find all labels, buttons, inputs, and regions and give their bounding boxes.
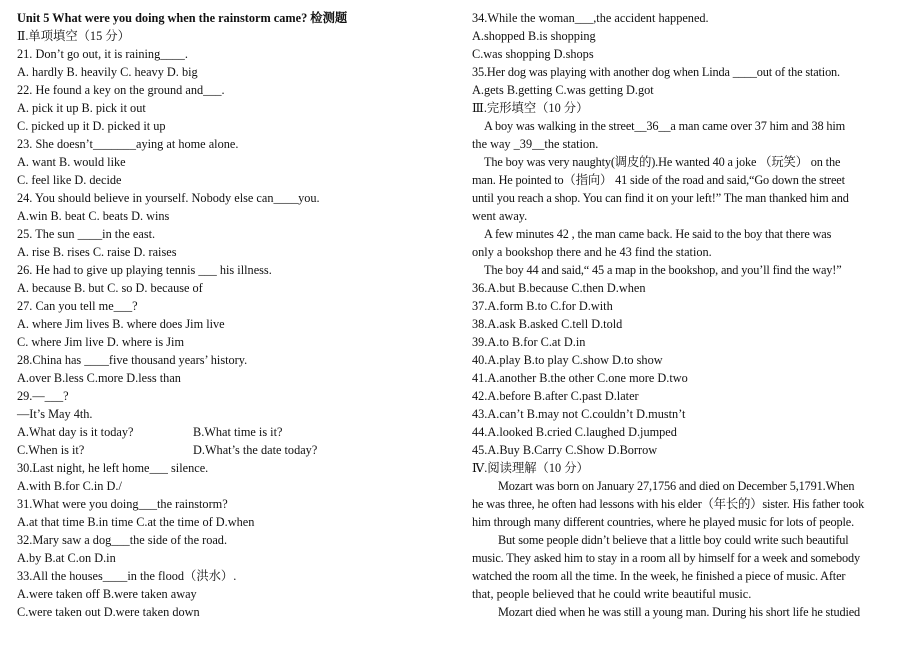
right-column (472, 9, 912, 621)
options-22-ab: A. pick it up B. pick it out (17, 101, 146, 115)
question-26: 26. He had to give up playing tennis ___ his illness. (17, 263, 272, 277)
options-38: 38.A.ask B.asked C.tell D.told (472, 317, 623, 331)
options-41: 41.A.another B.the other C.one more D.two (472, 371, 688, 385)
options-23-ab: A. want B. would like (17, 155, 126, 169)
left-column (17, 9, 457, 621)
options-33-cd: C.were taken out D.were taken down (17, 605, 200, 619)
options-30: A.with B.for C.in D./ (17, 479, 122, 493)
section-heading-multiple-choice: Ⅱ.单项填空（15 分） (17, 29, 130, 43)
options-42: 42.A.before B.after C.past D.later (472, 389, 639, 403)
cloze-line-1: A boy was walking in the street__36__a man came over 37 him and 38 him (484, 119, 846, 133)
options-34-cd: C.was shopping D.shops (472, 47, 594, 61)
cloze-line-3: The boy was very naughty(调皮的).He wanted 40 a joke （玩笑） on the (484, 155, 841, 169)
options-37: 37.A.form B.to C.for D.with (472, 299, 613, 313)
section-heading-reading: Ⅳ.阅读理解（10 分） (472, 461, 589, 475)
options-26: A. because B. but C. so D. because of (17, 281, 203, 295)
question-35: 35.Her dog was playing with another dog when Linda ____out of the station. (472, 65, 840, 79)
options-21: A. hardly B. heavily C. heavy D. big (17, 65, 198, 79)
option-29-c: C.When is it? (17, 443, 85, 457)
section-heading-cloze: Ⅲ.完形填空（10 分） (472, 101, 589, 115)
cloze-line-5: until you reach a shop. You can find it on your left!” The man thanked him and (472, 191, 849, 205)
worksheet-title: Unit 5 What were you doing when the rainstorm came? 检测题 (17, 11, 348, 25)
reading-line-8: Mozart died when he was still a young man. During his short life he studied (498, 605, 861, 619)
question-23: 23. She doesn’t_______aying at home alone. (17, 137, 239, 151)
question-33: 33.All the houses____in the flood（洪水）. (17, 569, 237, 583)
question-24: 24. You should believe in yourself. Nobody else can____you. (17, 191, 320, 205)
options-36: 36.A.but B.because C.then D.when (472, 281, 646, 295)
reading-line-6: watched the room all the time. In the week, he finished a piece of music. After (472, 569, 846, 583)
cloze-line-9: The boy 44 and said,“ 45 a map in the bookshop, and you’ll find the way!” (484, 263, 842, 277)
options-40: 40.A.play B.to play C.show D.to show (472, 353, 663, 367)
options-34-ab: A.shopped B.is shopping (472, 29, 596, 43)
option-29-b: B.What time is it? (193, 425, 283, 439)
options-27-cd: C. where Jim live D. where is Jim (17, 335, 185, 349)
question-32: 32.Mary saw a dog___the side of the road. (17, 533, 228, 547)
options-35: A.gets B.getting C.was getting D.got (472, 83, 654, 97)
question-34: 34.While the woman___,the accident happened. (472, 11, 709, 25)
cloze-line-6: went away. (472, 209, 528, 223)
option-29-d: D.What’s the date today? (193, 443, 318, 457)
options-33-ab: A.were taken off B.were taken away (17, 587, 197, 601)
options-23-cd: C. feel like D. decide (17, 173, 122, 187)
options-32: A.by B.at C.on D.in (17, 551, 116, 565)
options-25: A. rise B. rises C. raise D. raises (17, 245, 177, 259)
cloze-line-7: A few minutes 42 , the man came back. He said to the boy that there was (484, 227, 832, 241)
question-25: 25. The sun ____in the east. (17, 227, 156, 241)
question-27: 27. Can you tell me___? (17, 299, 138, 313)
options-39: 39.A.to B.for C.at D.in (472, 335, 586, 349)
options-27-ab: A. where Jim lives B. where does Jim live (17, 317, 225, 331)
question-31: 31.What were you doing___the rainstorm? (17, 497, 228, 511)
question-28: 28.China has ____five thousand years’ history. (17, 353, 248, 367)
options-43: 43.A.can’t B.may not C.couldn’t D.mustn’t (472, 407, 686, 421)
reading-line-1: Mozart was born on January 27,1756 and died on December 5,1791.When (498, 479, 855, 493)
question-22: 22. He found a key on the ground and___. (17, 83, 225, 97)
reading-line-3: him through many different countries, where he played music for lots of people. (472, 515, 854, 529)
reading-line-7: that, people believed that he could write beautiful music. (472, 587, 752, 601)
question-30: 30.Last night, he left home___ silence. (17, 461, 209, 475)
cloze-line-4: man. He pointed to（指向） 41 side of the road and said,“Go down the street (472, 173, 845, 187)
options-31: A.at that time B.in time C.at the time of D.when (17, 515, 255, 529)
options-29-cd (17, 441, 457, 459)
options-28: A.over B.less C.more D.less than (17, 371, 181, 385)
question-21: 21. Don’t go out, it is raining____. (17, 47, 188, 61)
reading-line-4: But some people didn’t believe that a little boy could write such beautiful (498, 533, 849, 547)
cloze-line-8: only a bookshop there and he 43 find the station. (472, 245, 712, 259)
options-29-ab (17, 423, 457, 441)
answer-29: —It’s May 4th. (17, 407, 93, 421)
options-22-cd: C. picked up it D. picked it up (17, 119, 166, 133)
question-29: 29.—___? (17, 389, 69, 403)
reading-line-5: music. They asked him to stay in a room all by himself for a week and somebody (472, 551, 860, 565)
options-44: 44.A.looked B.cried C.laughed D.jumped (472, 425, 677, 439)
options-45: 45.A.Buy B.Carry C.Show D.Borrow (472, 443, 658, 457)
cloze-line-2: the way _39__the station. (472, 137, 599, 151)
option-29-a: A.What day is it today? (17, 425, 134, 439)
reading-line-2: he was three, he often had lessons with his elder（年长的）sister. His father took (472, 497, 865, 511)
options-24: A.win B. beat C. beats D. wins (17, 209, 170, 223)
